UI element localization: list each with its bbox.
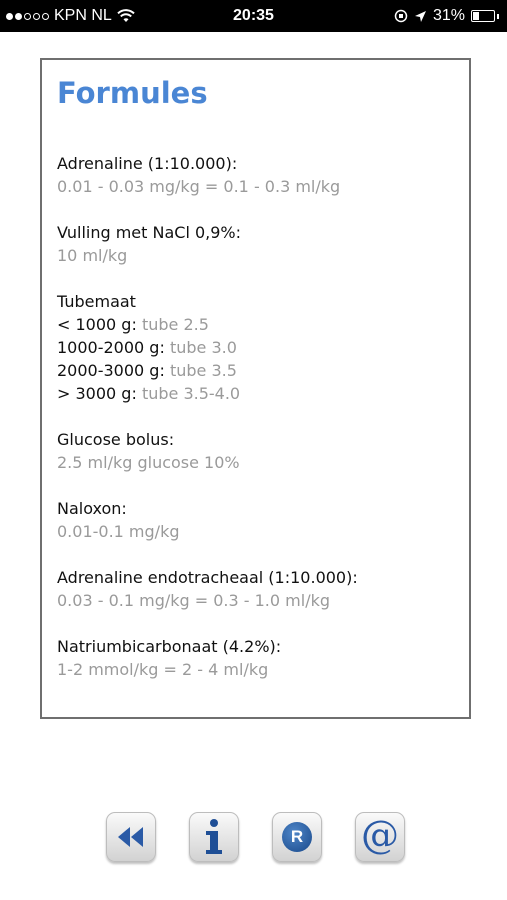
status-bar bbox=[0, 0, 507, 32]
formula-line bbox=[57, 635, 457, 658]
formula-line bbox=[57, 221, 457, 244]
formula-line bbox=[57, 520, 457, 543]
formula-list bbox=[57, 152, 457, 704]
formula-label: Tubemaat bbox=[57, 292, 136, 311]
formula-section bbox=[57, 566, 457, 612]
formula-value: tube 3.5-4.0 bbox=[141, 384, 241, 403]
email-button[interactable] bbox=[355, 812, 405, 862]
formula-line bbox=[57, 428, 457, 451]
battery-percentage: 31% bbox=[432, 7, 465, 24]
battery-icon bbox=[471, 10, 495, 22]
formula-label: Adrenaline endotracheaal (1:10.000): bbox=[57, 568, 358, 587]
formula-label: 2000-3000 g: bbox=[57, 361, 170, 380]
formula-label: Natriumbicarbonaat (4.2%): bbox=[57, 637, 282, 656]
formula-label: Vulling met NaCl 0,9%: bbox=[57, 223, 242, 242]
formula-label: < 1000 g: bbox=[57, 315, 142, 334]
formula-line bbox=[57, 566, 457, 589]
formula-label: Adrenaline (1:10.000): bbox=[57, 154, 238, 173]
formula-line bbox=[57, 359, 457, 382]
bottom-toolbar bbox=[106, 812, 406, 864]
formula-section bbox=[57, 221, 457, 267]
rewind-icon bbox=[116, 825, 146, 849]
formula-value: 0.01 - 0.03 mg/kg = 0.1 - 0.3 ml/kg bbox=[57, 177, 341, 196]
formula-line bbox=[57, 336, 457, 359]
formula-line bbox=[57, 175, 457, 198]
formula-line bbox=[57, 497, 457, 520]
formula-value: tube 3.5 bbox=[169, 361, 237, 380]
carrier-name: KPN NL bbox=[54, 7, 112, 24]
formula-line bbox=[57, 658, 457, 681]
formula-line bbox=[57, 313, 457, 336]
formula-label: 1000-2000 g: bbox=[57, 338, 170, 357]
battery-tip bbox=[497, 14, 499, 19]
formulas-card bbox=[40, 58, 471, 719]
location-arrow-icon bbox=[414, 10, 427, 23]
status-time: 20:35 bbox=[233, 7, 274, 24]
formula-section bbox=[57, 152, 457, 198]
formula-line bbox=[57, 244, 457, 267]
formula-section bbox=[57, 635, 457, 681]
formula-line bbox=[57, 152, 457, 175]
formula-line bbox=[57, 290, 457, 313]
registered-icon: R bbox=[282, 822, 312, 852]
formula-value: 0.03 - 0.1 mg/kg = 0.3 - 1.0 ml/kg bbox=[57, 591, 330, 610]
formula-value: 2.5 ml/kg glucose 10% bbox=[57, 453, 240, 472]
formula-value: tube 3.0 bbox=[169, 338, 237, 357]
page-title: Formules bbox=[57, 76, 208, 110]
formula-line bbox=[57, 382, 457, 405]
formula-value: tube 2.5 bbox=[141, 315, 209, 334]
formula-section bbox=[57, 497, 457, 543]
formula-value: 1-2 mmol/kg = 2 - 4 ml/kg bbox=[57, 660, 269, 679]
formula-line bbox=[57, 589, 457, 612]
status-right bbox=[394, 7, 499, 25]
info-icon bbox=[202, 818, 226, 856]
formula-label: Naloxon: bbox=[57, 499, 127, 518]
info-button[interactable] bbox=[189, 812, 239, 862]
formula-label: > 3000 g: bbox=[57, 384, 142, 403]
formula-value: 10 ml/kg bbox=[57, 246, 128, 265]
register-button[interactable] bbox=[272, 812, 322, 862]
formula-section bbox=[57, 428, 457, 474]
orientation-lock-icon bbox=[394, 9, 408, 23]
formula-label: Glucose bolus: bbox=[57, 430, 175, 449]
formula-section bbox=[57, 290, 457, 405]
back-button[interactable] bbox=[106, 812, 156, 862]
at-icon: @ bbox=[361, 813, 399, 857]
formula-value: 0.01-0.1 mg/kg bbox=[57, 522, 180, 541]
formula-line bbox=[57, 451, 457, 474]
